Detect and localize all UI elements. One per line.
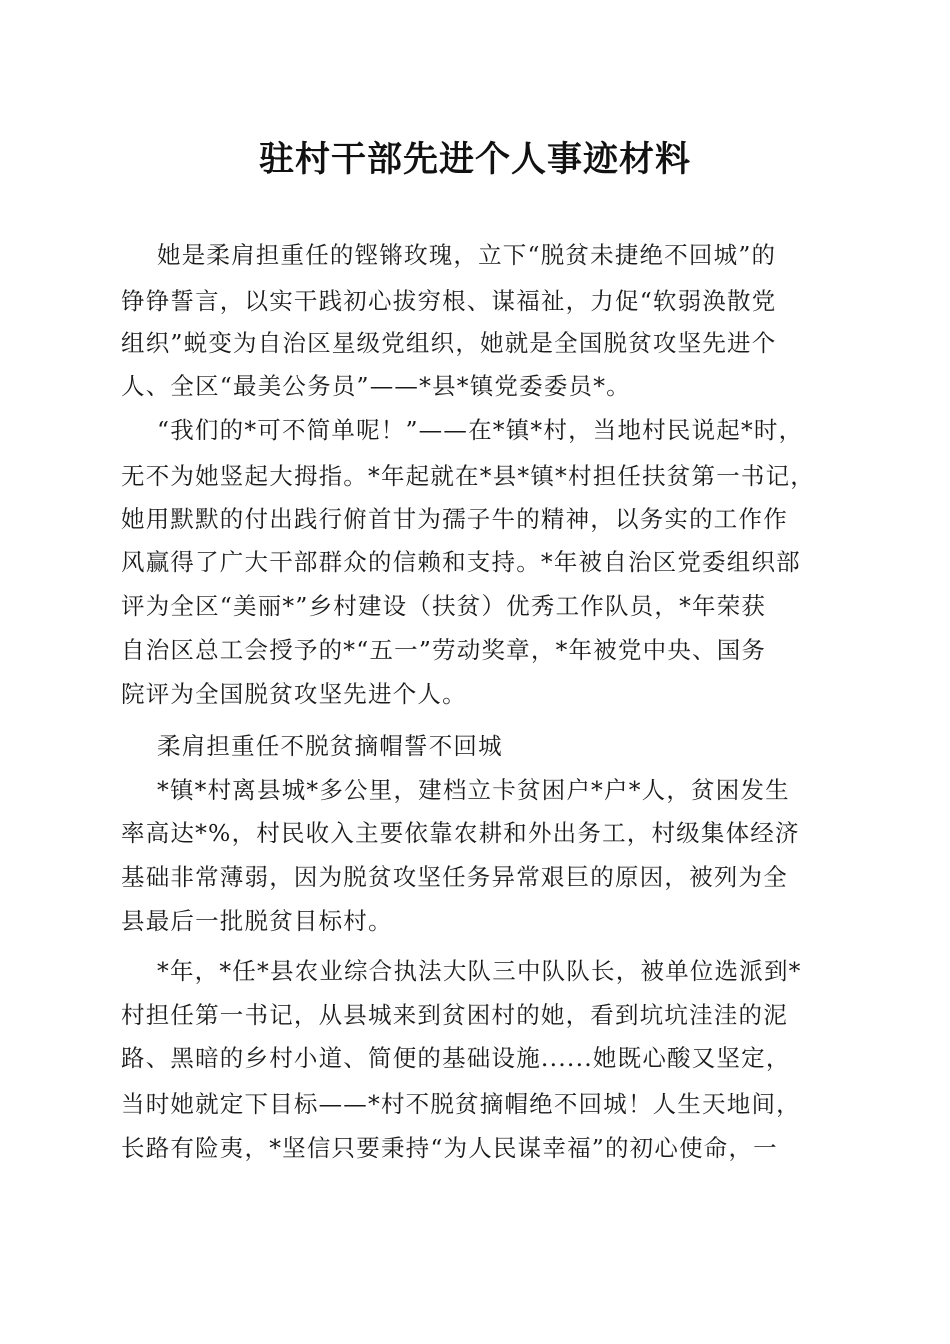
paragraph-1-line-2: 铮铮誓言，以实干践初心拔穷根、谋福祉，力促“软弱涣散党: [121, 287, 777, 315]
paragraph-2-line-4: 风赢得了广大干部群众的信赖和支持。*年被自治区党委组织部: [121, 548, 801, 576]
paragraph-2-line-5: 评为全区“美丽*”乡村建设（扶贫）优秀工作队员，*年荣获: [121, 592, 767, 620]
paragraph-4-line-5: 长路有险夷，*坚信只要秉持“为人民谋幸福”的初心使命，一: [121, 1134, 778, 1162]
paragraph-4-line-2: 村担任第一书记，从县城来到贫困村的她，看到坑坑洼洼的泥: [121, 1001, 788, 1029]
paragraph-2-line-1: “我们的*可不简单呢！”——在*镇*村，当地村民说起*时，: [157, 416, 804, 444]
paragraph-1-line-1: 她是柔肩担重任的铿锵玫瑰，立下“脱贫未捷绝不回城”的: [157, 241, 777, 269]
paragraph-2-line-3: 她用默默的付出践行俯首甘为孺子牛的精神，以务实的工作作: [121, 505, 788, 533]
paragraph-1-line-4: 人、全区“最美公务员”——*县*镇党委委员*。: [121, 372, 631, 400]
paragraph-4-line-3: 路、黑暗的乡村小道、简便的基础设施......她既心酸又坚定，: [121, 1044, 791, 1072]
paragraph-3-line-3: 基础非常薄弱，因为脱贫攻坚任务异常艰巨的原因，被列为全: [121, 863, 788, 891]
paragraph-2-line-6: 自治区总工会授予的*“五一”劳动奖章，*年被党中央、国务: [121, 636, 767, 664]
paragraph-3-line-2: 率高达*%，村民收入主要依靠农耕和外出务工，村级集体经济: [121, 819, 800, 847]
paragraph-2-line-7: 院评为全国脱贫攻坚先进个人。: [121, 680, 467, 708]
section-heading: 柔肩担重任不脱贫摘帽誓不回城: [157, 732, 503, 760]
paragraph-4-line-4: 当时她就定下目标——*村不脱贫摘帽绝不回城！人生天地间，: [121, 1090, 801, 1118]
paragraph-4-line-1: *年，*任*县农业综合执法大队三中队队长，被单位选派到*: [157, 957, 802, 985]
paragraph-2-line-2: 无不为她竖起大拇指。*年起就在*县*镇*村担任扶贫第一书记，: [121, 462, 815, 490]
paragraph-3-line-1: *镇*村离县城*多公里，建档立卡贫困户*户*人，贫困发生: [157, 776, 790, 804]
document-title: 驻村干部先进个人事迹材料: [258, 139, 691, 180]
paragraph-1-line-3: 组织”蜕变为自治区星级党组织，她就是全国脱贫攻坚先进个: [121, 329, 777, 357]
paragraph-3-line-4: 县最后一批脱贫目标村。: [121, 907, 393, 935]
